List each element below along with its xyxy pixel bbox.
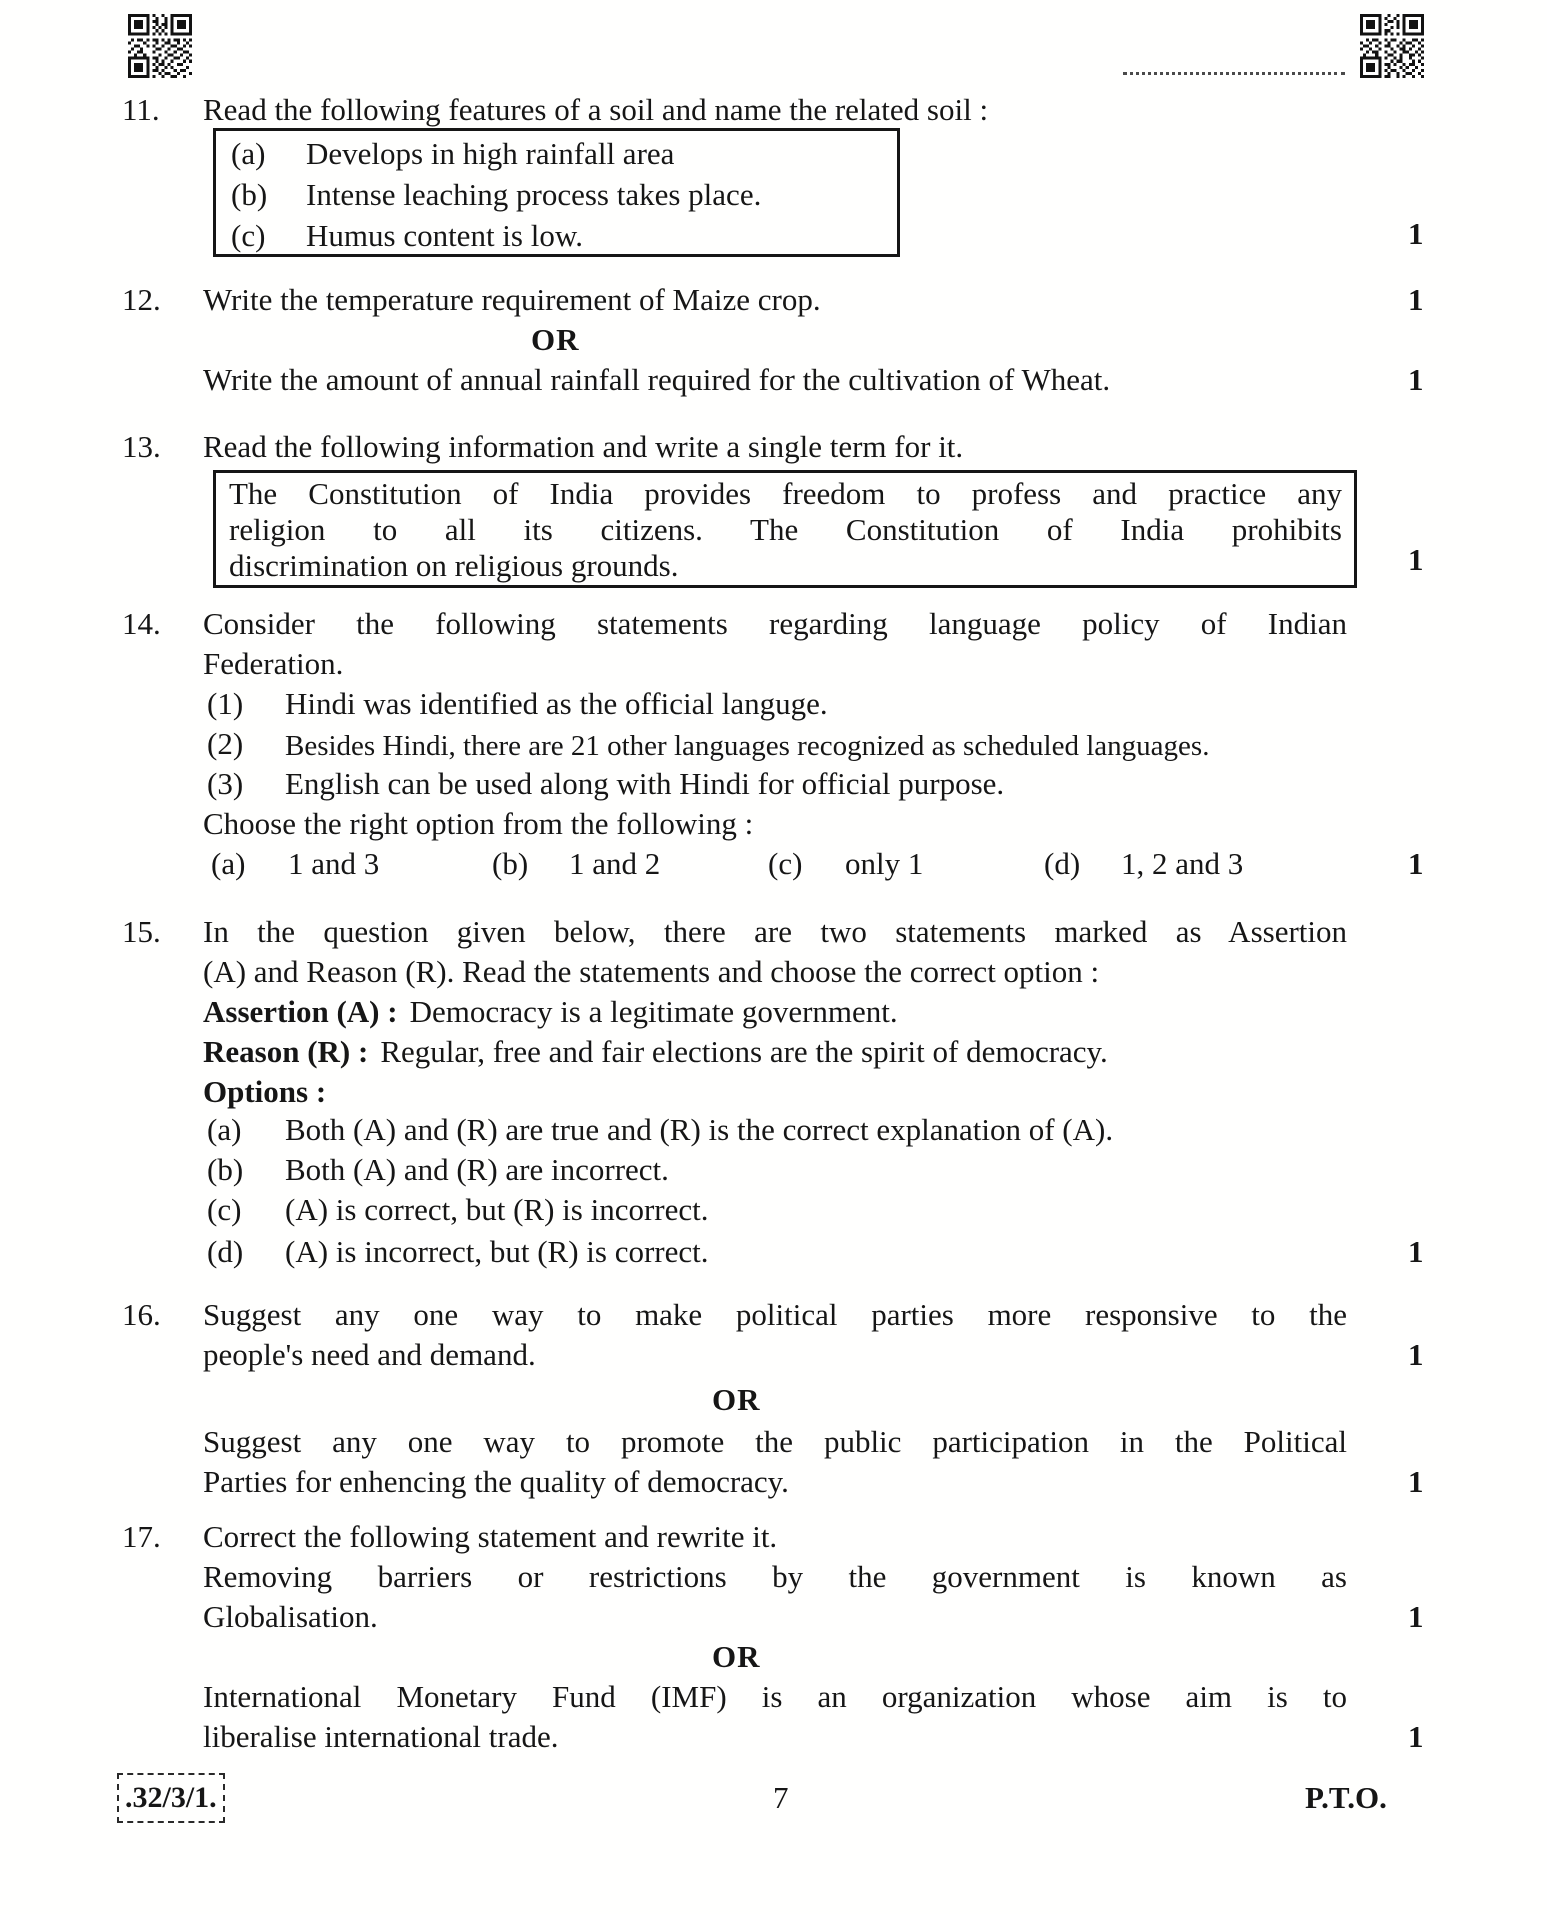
- q14-option-label: (d): [1044, 846, 1081, 881]
- q14-option-label: (a): [211, 846, 246, 881]
- q14-statement-label: (2): [207, 726, 244, 761]
- pto-label: P.T.O.: [1305, 1780, 1387, 1815]
- q11-number: 11.: [122, 92, 160, 127]
- q13-number: 13.: [122, 429, 161, 464]
- paper-code-box: [117, 1773, 225, 1823]
- q14-statement-text: English can be used along with Hindi for official purpose.: [285, 766, 1005, 801]
- q15-line2: (A) and Reason (R). Read the statements and choose the correct option :: [203, 954, 1100, 989]
- q14-statement-label: (1): [207, 686, 244, 721]
- q14-statement-text: Besides Hindi, there are 21 other languages recognized as scheduled languages.: [285, 730, 1210, 762]
- q15-option-text: (A) is incorrect, but (R) is correct.: [285, 1234, 709, 1269]
- q13-box-line: The Constitution of India provides freedom to profess and practice any: [229, 476, 1342, 511]
- qr-code-right: [1360, 12, 1424, 80]
- q16-line2: people's need and demand.: [203, 1337, 536, 1372]
- q15-marks: 1: [1408, 1234, 1424, 1269]
- q14-option-text: 1, 2 and 3: [1121, 846, 1244, 881]
- q14-choose-text: Choose the right option from the following :: [203, 806, 754, 841]
- q15-number: 15.: [122, 914, 161, 949]
- q12-alt-marks: 1: [1408, 362, 1424, 397]
- reason-text: Regular, free and fair elections are the spirit of democracy.: [380, 1034, 1108, 1069]
- assertion-text: Democracy is a legitimate government.: [409, 994, 898, 1029]
- q11-item-text: Intense leaching process takes place.: [306, 177, 762, 212]
- q16-or-label: OR: [712, 1382, 761, 1417]
- q17-or-label: OR: [712, 1639, 761, 1674]
- q16-number: 16.: [122, 1297, 161, 1332]
- q17-line1: Removing barriers or restrictions by the government is known as: [203, 1559, 1347, 1594]
- assertion-label: Assertion (A) :: [203, 994, 398, 1029]
- q11-feature-box: [213, 128, 900, 257]
- paper-code: .32/3/1.: [125, 1781, 217, 1814]
- header-dotted-line: [1123, 72, 1345, 75]
- q11-item-label: (b): [231, 177, 268, 212]
- q11-text: Read the following features of a soil and name the related soil :: [203, 92, 989, 127]
- q15-option-label: (d): [207, 1234, 244, 1269]
- q14-line1: Consider the following statements regarding language policy of Indian: [203, 606, 1347, 641]
- q15-option-label: (a): [207, 1112, 242, 1147]
- q16-marks: 1: [1408, 1337, 1424, 1372]
- q17-alt-line2: liberalise international trade.: [203, 1719, 559, 1754]
- q12-marks: 1: [1408, 282, 1424, 317]
- q14-line2: Federation.: [203, 646, 344, 681]
- q11-marks: 1: [1408, 216, 1424, 251]
- q16-line1: Suggest any one way to make political parties more responsive to the: [203, 1297, 1347, 1332]
- q11-item-label: (c): [231, 218, 266, 253]
- q17-line2: Globalisation.: [203, 1599, 378, 1634]
- q16-alt-line1: Suggest any one way to promote the public participation in the Political: [203, 1424, 1347, 1459]
- q17-text: Correct the following statement and rewrite it.: [203, 1519, 778, 1554]
- q14-option-text: 1 and 3: [288, 846, 380, 881]
- q13-marks: 1: [1408, 542, 1424, 577]
- q11-item: [216, 174, 897, 215]
- q15-option-text: Both (A) and (R) are incorrect.: [285, 1152, 669, 1187]
- q12-alt-text: Write the amount of annual rainfall required for the cultivation of Wheat.: [203, 362, 1111, 397]
- q11-item-text: Humus content is low.: [306, 218, 583, 253]
- q11-item-text: Develops in high rainfall area: [306, 136, 675, 171]
- q13-info-box: [213, 470, 1357, 588]
- q14-statement-label: (3): [207, 766, 244, 801]
- q12-text: Write the temperature requirement of Maize crop.: [203, 282, 821, 317]
- q14-option-text: only 1: [845, 846, 924, 881]
- q16-alt-marks: 1: [1408, 1464, 1424, 1499]
- q15-reason-line: [203, 1032, 1108, 1072]
- q11-item: [216, 215, 897, 256]
- q15-options-label: Options :: [203, 1074, 327, 1109]
- reason-label: Reason (R) :: [203, 1034, 369, 1069]
- q17-marks: 1: [1408, 1599, 1424, 1634]
- q15-option-label: (c): [207, 1192, 242, 1227]
- q17-number: 17.: [122, 1519, 161, 1554]
- q15-assertion-line: [203, 992, 898, 1032]
- q15-line1: In the question given below, there are two statements marked as Assertion: [203, 914, 1347, 949]
- q14-option-text: 1 and 2: [569, 846, 661, 881]
- q14-option-label: (b): [492, 846, 529, 881]
- q15-option-label: (b): [207, 1152, 244, 1187]
- q13-box-line: religion to all its citizens. The Constitution of India prohibits: [229, 512, 1342, 547]
- q11-item: [216, 133, 897, 174]
- q13-box-line: discrimination on religious grounds.: [229, 548, 679, 583]
- q13-text: Read the following information and write a single term for it.: [203, 429, 964, 464]
- page-number: 7: [773, 1780, 789, 1815]
- q15-option-text: (A) is correct, but (R) is incorrect.: [285, 1192, 709, 1227]
- q14-option-label: (c): [768, 846, 803, 881]
- q15-option-text: Both (A) and (R) are true and (R) is the correct explanation of (A).: [285, 1112, 1114, 1147]
- qr-code-left: [128, 12, 192, 80]
- q17-alt-marks: 1: [1408, 1719, 1424, 1754]
- q12-number: 12.: [122, 282, 161, 317]
- q11-item-label: (a): [231, 136, 266, 171]
- q14-marks: 1: [1408, 846, 1424, 881]
- q12-or-label: OR: [531, 322, 580, 357]
- q17-alt-line1: International Monetary Fund (IMF) is an organization whose aim is to: [203, 1679, 1347, 1714]
- q16-alt-line2: Parties for enhencing the quality of democracy.: [203, 1464, 789, 1499]
- q14-statement-text: Hindi was identified as the official languge.: [285, 686, 828, 721]
- q14-number: 14.: [122, 606, 161, 641]
